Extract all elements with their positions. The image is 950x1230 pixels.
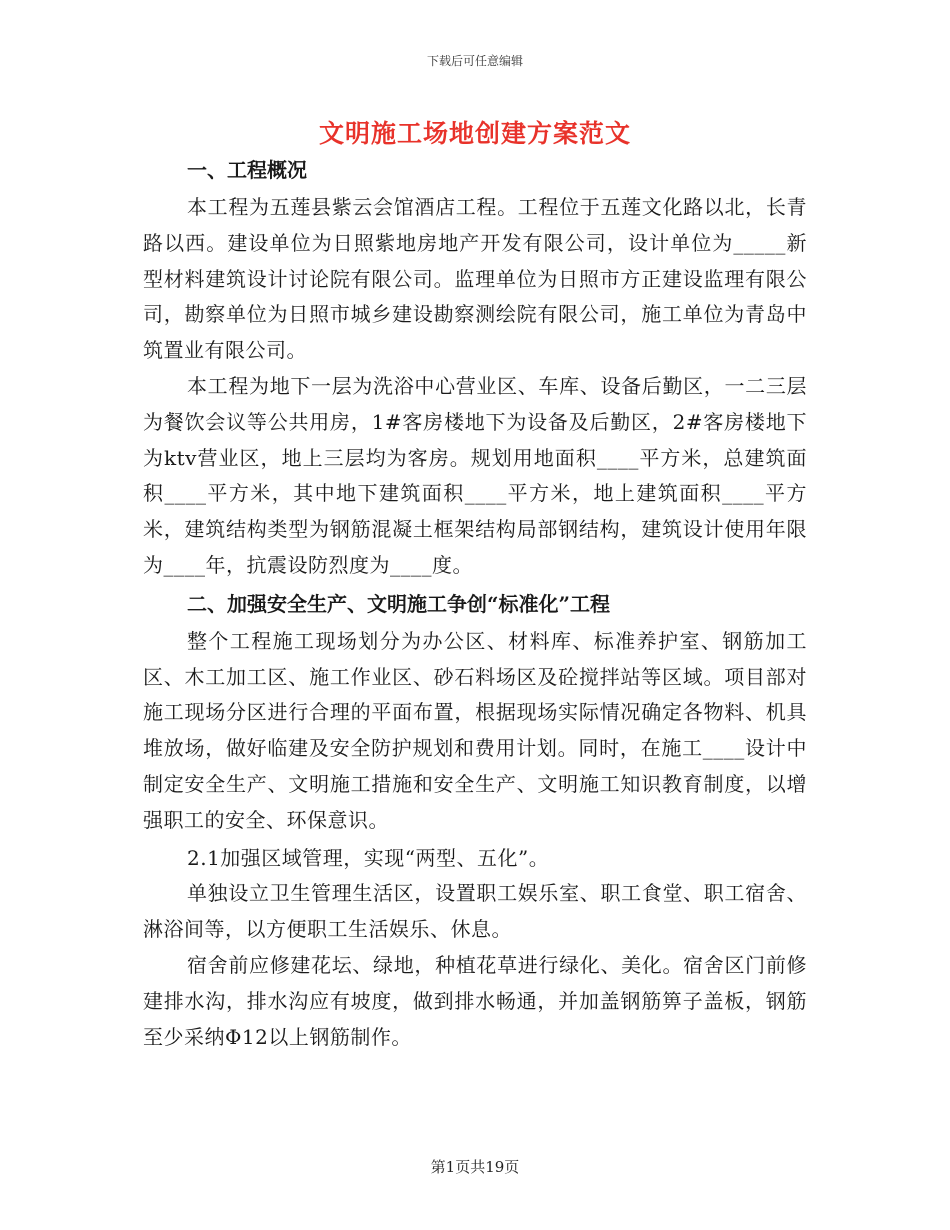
page-number-footer: 第1页共19页 [430,1158,520,1176]
section-1-paragraph-2: 本工程为地下一层为洗浴中心营业区、车库、设备后勤区，一二三层为餐饮会议等公共用房，1#客房楼地下为设备及后勤区，2#客房楼地下为ktv营业区，地上三层均为客房。规划用地面积____平方米，总建筑面积____平方米，其中地下建筑面积____平方米，地上建筑面积____平方米，建筑结构类型为钢筋混凝土框架结构局部钢结构，建筑设计使用年限为____年，抗震设防烈度为____度。 [143,373,807,577]
section-1-heading: 一、工程概况 [187,158,307,182]
section-2-paragraph-2: 单独设立卫生管理生活区，设置职工娱乐室、职工食堂、职工宿舍、淋浴间等，以方便职工生活娱乐、休息。 [143,881,807,942]
document-body [143,150,807,1055]
document-title: 文明施工场地创建方案范文 [318,119,631,148]
section-1-paragraph-1: 本工程为五莲县紫云会馆酒店工程。工程位于五莲文化路以北，长青路以西。建设单位为日照紫地房地产开发有限公司，设计单位为_____新型材料建筑设计讨论院有限公司。监理单位为日照市方正建设监理有限公司，勘察单位为日照市城乡建设勘察测绘院有限公司，施工单位为青岛中筑置业有限公司。 [143,195,807,363]
page-header-note: 下载后可任意编辑 [426,54,523,68]
section-2-heading: 二、加强安全生产、文明施工争创“标准化”工程 [187,591,611,616]
section-2-paragraph-3: 宿舍前应修建花坛、绿地，种植花草进行绿化、美化。宿舍区门前修建排水沟，排水沟应有坡度，做到排水畅通，并加盖钢筋箅子盖板，钢筋至少采纳Φ12以上钢筋制作。 [143,952,807,1049]
section-2-1-subheading: 2.1加强区域管理，实现“两型、五化”。 [187,845,550,870]
section-2-paragraph-1: 整个工程施工现场划分为办公区、材料库、标准养护室、钢筋加工区、木工加工区、施工作业区、砂石料场区及砼搅拌站等区域。项目部对施工现场分区进行合理的平面布置，根据现场实际情况确定各物料、机具堆放场，做好临建及安全防护规划和费用计划。同时，在施工____设计中制定安全生产、文明施工措施和安全生产、文明施工知识教育制度，以增强职工的安全、环保意识。 [143,628,807,832]
